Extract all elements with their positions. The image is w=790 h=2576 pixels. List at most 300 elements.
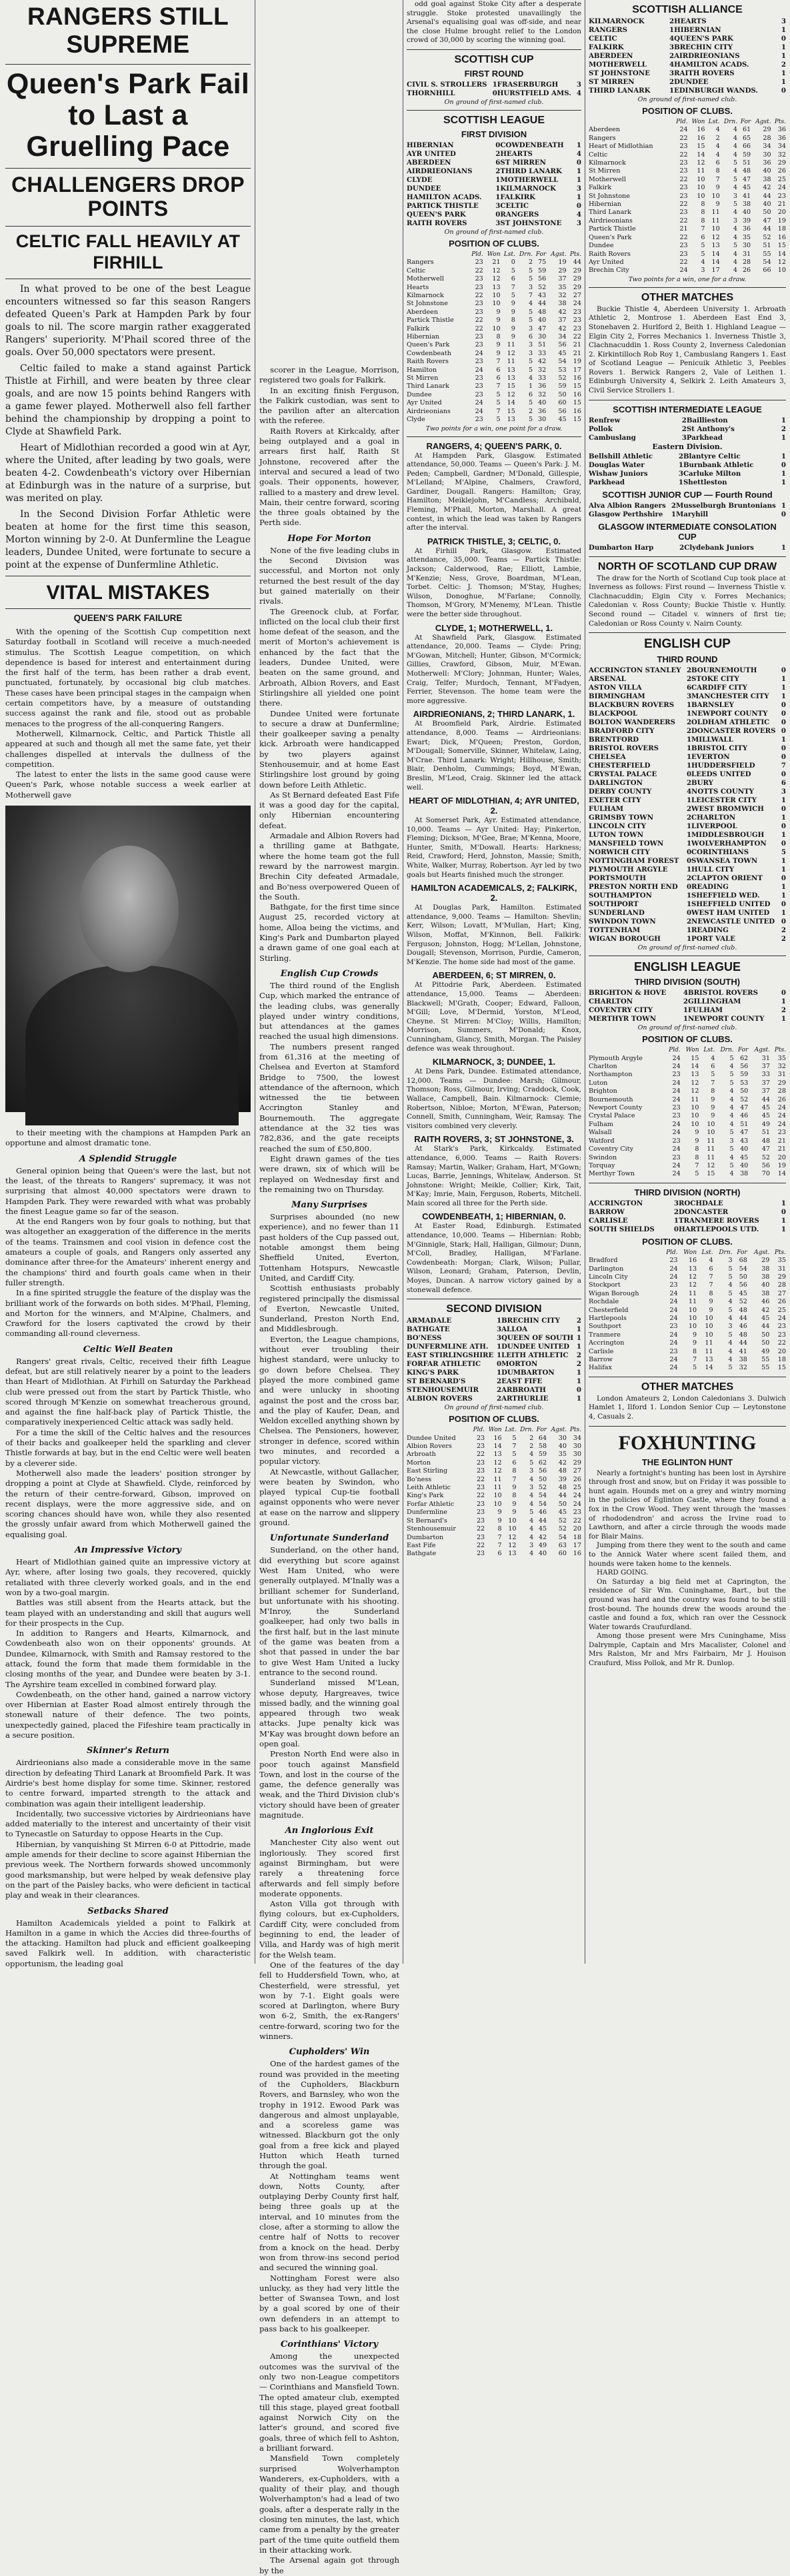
stat-cell: 15 [573,382,581,390]
subhead-skinners-return: Skinner's Return [86,1746,169,1756]
stat-cell: 6 [496,374,501,382]
club-name: Watford [589,1137,615,1145]
stat-cell: 36 [777,134,786,142]
paragraph: Manchester City also went out ingloriously. They scored first against Birmingham, but were rarely a threatening force afterwards and fell simply before moderate opponents. [259,1838,399,1898]
match-report [407,441,581,533]
score: 1 [781,796,786,805]
paragraph: The latest to enter the lists in the same good cause were Queen's Park, whose notable success a week earlier at Motherwell gave [5,770,251,800]
subhead-corinthians-victory: Corinthians' Victory [280,2339,379,2350]
score: 0 [781,822,786,831]
stat-cell: 47 [742,175,751,183]
stat-cell: 30 [742,242,751,250]
stat-cell: 23 [672,1153,681,1161]
stat-cell: 9 [511,308,515,316]
stat-cell: 23 [669,1281,678,1289]
paragraph: Surprises abounded (no new experience), and no fewer than 11 past holders of the Cup passed out, notable amongst them being Sheffield United, Everton, Tottenham Hotspurs, Newcastle United, and Cardiff City. [259,1212,399,1283]
stat-cell: 1 [529,382,533,390]
club-name: St Mirren [589,167,621,175]
match-report [407,623,581,706]
table-row [407,275,581,283]
paragraph: The Greenock club, at Forfar, inflicted on the local club their first home defeat of the season, and the merit of Morton's achievement is enhanced by the fact that the leaders, Dundee United, were beaten on the same ground, and Arbroath, Albion Rovers, and East Stirlingshire all yielded one point there. [259,606,399,708]
stat-cell: 22 [476,1451,485,1459]
result-row [589,1015,786,1023]
column-header: For [535,251,547,258]
stat-cell: 11 [711,209,720,217]
main-headline: RANGERS STILL SUPREME [27,3,229,58]
stat-cell: 5 [729,1079,734,1087]
column-header: Won [691,119,705,125]
club-name: St Johnstone [589,192,630,200]
team-name: DUNDEE UNITED [501,1343,570,1351]
stat-cell: 23 [476,1467,485,1475]
stat-cell: 5 [729,1071,734,1079]
result-row [407,141,581,150]
stat-cell: 10 [688,1323,697,1331]
club-name: Luton [589,1079,608,1087]
team-name: CELTIC [589,35,617,43]
score: 2 [686,675,692,684]
stat-cell: 44 [761,1323,770,1331]
stat-cell: 30 [538,333,547,341]
team-name: HULL CITY [691,866,735,874]
score: 2 [671,501,676,510]
column-header: Lst. [505,1427,517,1434]
club-name: Ayr United [407,399,442,407]
stat-cell: 12 [492,267,501,275]
club-name: Walsall [589,1129,612,1137]
paragraph: Nottingham Forest were also unlucky, as they had very little the better of Swansea Town, and lost by a goal scored by one of their own defenders in an attempt to pass back to his goalkeeper. [259,2273,399,2334]
match-report-heading: HEART OF MIDLOTHIAN, 4; AYR UNITED, 2. [409,796,579,816]
stat-cell: 37 [558,275,567,283]
table-row [589,1063,786,1071]
match-report-text: At Stark's Park, Kirkcaldy. Estimated attendance, 6,000. Teams — Raith Rovers: Ramsay; Martin, Walker; Graham, Hart, M'Gown; Lucas, Barrie, Jennings, Whitelaw, Anderson. St Johnstone: Wright; Meikle, Collier; Kirk, Tait, M'Kay; Imrie, Main, Ferguson, Roberts, Mitchell. Main scored all three for the Perth side. [407,1145,581,1207]
stat-cell: 3 [529,1467,534,1475]
paragraph: The draw for the North of Scotland Cup took place at Inverness as follows: First round — Inverness Thistle v. Clachnacuddin; Elgin City v. Forres Mechanics; Caledonian v. Ross County; Buckie Thistle v. Huntly. Second round — Citadel v. winners of first tie; Caledonian or Ross County v. Nairn County. [589,574,786,628]
team-name: QUEEN'S PARK [674,35,733,43]
stat-cell: 11 [507,358,515,366]
stat-cell: 31 [777,1071,786,1079]
column-header: Won [488,1427,502,1434]
table-row [407,366,581,374]
stat-cell: 46 [740,1112,749,1120]
club-name: Queen's Park [407,341,450,349]
stat-cell: 5 [512,1451,517,1459]
stat-cell: 11 [691,1095,699,1103]
paragraph: Jumping from there they went to the south and came to the Annick Water where scent failed them, and hounds were taken home to the kennels. [589,1541,786,1568]
stat-cell: 23 [475,259,483,267]
table-row [407,1476,581,1484]
team-name: KING'S PARK [407,1369,459,1377]
score: 1 [678,478,683,486]
stat-cell: 23 [679,242,688,250]
team-name: Clydebank Juniors [684,543,754,552]
heading-scottish-alliance: SCOTTISH ALLIANCE [632,4,743,15]
club-name: Third Lanark [407,382,449,390]
stat-cell: 4 [733,209,737,217]
stat-cell: 9 [709,1306,713,1314]
club-name: Forfar Athletic [407,1500,455,1508]
stat-cell: 15 [691,1054,699,1062]
stat-cell: 17 [711,267,720,275]
score: 1 [686,840,692,848]
stat-cell: 53 [740,1079,749,1087]
result-row [407,1369,581,1377]
stat-cell: 40 [763,167,771,175]
stat-cell: 32 [538,390,547,398]
score: 1 [781,452,786,460]
stat-cell: 42 [761,1306,770,1314]
team-name: NEWPORT COUNTY [691,710,768,718]
stat-cell: 6 [511,275,515,283]
stat-cell: 65 [742,134,751,142]
column-header [407,1426,470,1434]
stat-cell: 13 [508,1550,517,1558]
stat-cell: 9 [512,1509,517,1517]
table-row [589,143,786,151]
stat-cell: 8 [709,1289,713,1297]
paragraph: Bathgate, for the first time since August 25, recorded victory at home, Alloa being the victims, and King's Park and Dumbarton played a drawn game of one goal each at Stirling. [259,902,399,963]
stat-cell: 2 [529,1443,534,1451]
stat-cell: 4 [529,1475,534,1483]
team-name: NEWCASTLE UNITED [691,918,775,926]
stat-cell: 12 [688,1281,697,1289]
result-row [407,1377,581,1386]
stat-cell: 51 [538,341,547,349]
club-name: Hibernian [407,333,439,341]
stat-cell: 2 [529,1434,534,1442]
stat-cell: 8 [512,1492,517,1500]
stat-cell: 50 [558,1500,567,1508]
stat-cell: 54 [558,1533,567,1541]
column-header: Drn. [723,119,737,125]
stat-cell: 23 [679,250,688,258]
stat-cell: 44 [763,192,771,200]
stat-cell: 46 [538,1509,547,1517]
stat-cell: 44 [538,1517,547,1525]
club-name: Halifax [589,1364,612,1372]
stat-cell: 18 [777,1356,786,1363]
stat-cell: 4 [729,1112,734,1120]
team-name: GILLINGHAM [687,997,741,1006]
stat-cell: 10 [492,292,501,299]
score: 0 [686,848,692,857]
team-name: ABERDEEN [589,52,633,60]
stat-cell: 22 [573,1517,581,1525]
north-cup-text [589,574,786,629]
match-report [407,1211,581,1295]
article-body [5,1357,251,1540]
paragraph: odd goal against Stoke City after a desperate struggle. Stoke protested unavailingly the Arsenal's equalising goal was off-side, and near the close Hulme brought relief to the London crowd of 30,000 by scoring the winning goal. [407,0,581,45]
table-row [589,1112,786,1120]
result-row [589,770,786,779]
column-header: Pts. [569,1427,581,1434]
article-body [259,546,399,964]
stat-cell: 24 [672,1063,681,1071]
stat-cell: 62 [538,1459,547,1467]
stat-cell: 10 [705,1314,713,1322]
stat-cell: 4 [733,143,737,151]
team-name: Douglas Water [589,460,645,469]
stat-cell: 29 [761,1257,770,1265]
match-report-text: At Easter Road, Edinburgh. Estimated attendance, 10,000. Teams — Hibernian: Robb; M'Ginnigle, Stark; Hall, Halligan, Gilmour; Dunn, M'Coll, Bradley, Halligan, M'Farlane. Cowdenbeath: Morgan; Clark, Wilson; Pullar, Wilson, Leonard; Graham, Paterson, Devlin, Moyes, Duncan. A narrow victory gained by a stonewall defence. [407,1222,581,1294]
table-row [589,1290,786,1298]
stat-cell: 5 [729,1054,734,1062]
stat-cell: 5 [729,1129,734,1137]
paragraph: Heart of Midlothian gained quite an impressive victory at Ayr, where, after losing two goals, they recovered, quickly retaliated with three cleverly worked goals, and in the end won by a two-goal margin. [5,1557,251,1597]
score: 3 [681,433,687,442]
stat-cell: 22 [475,292,483,299]
team-name: FALKIRK [589,43,624,51]
team-name: NOTTINGHAM FOREST [589,857,679,866]
score: 4 [576,89,581,97]
stat-cell: 3 [529,1484,534,1492]
score: 1 [673,1216,679,1225]
stat-cell: 9 [511,324,515,332]
stat-cell: 43 [538,292,547,299]
stat-cell: 22 [476,1475,485,1483]
stat-cell: 7 [512,1443,517,1451]
paragraph: With the opening of the Scottish Cup competition next Saturday football in Scotland will receive a much-needed stimulus. The Scottish League competition, on which dependence is based for interest and entertainment during the first half of the term, has been rather a drab event, punctuated, fortunately, by occasional big club matches. These cases have been principal stages in the campaign when certain competitors have, by a measure of outstanding success against the rank and file, stood out as probable menaces to the progress of the all-conquering Rangers. [5,627,251,728]
team-name: MORTON [501,1360,538,1369]
table-row [589,201,786,209]
stat-cell: 22 [679,258,688,266]
club-name: Clyde [407,416,425,424]
score: 1 [576,1377,581,1386]
stat-cell: 10 [697,192,705,200]
team-name: DUNDEE [407,184,441,193]
team-name: HAMILTON ACADS. [407,193,482,201]
result-row [589,416,786,425]
stat-cell: 5 [529,267,533,275]
table-row [589,267,786,275]
stat-cell: 12 [691,1087,699,1095]
score: 4 [576,210,581,219]
result-row [407,1325,581,1334]
sub-headline: Queen's Park Fail to Last a Gruelling Pace [6,68,250,163]
stat-cell: 44 [739,1314,747,1322]
result-row [589,35,786,43]
stat-cell: 39 [742,217,751,225]
result-row [407,193,581,202]
stat-cell: 24 [679,126,688,134]
team-name: WEST HAM UNITED [691,909,770,918]
stat-cell: 6 [701,233,705,241]
score: 0 [686,909,692,918]
stat-cell: 8 [715,167,720,175]
stat-cell: 7 [693,1356,697,1363]
stat-cell: 10 [493,1492,502,1500]
stat-cell: 6 [715,159,720,167]
score: 2 [576,1360,581,1369]
results-table [407,1317,581,1403]
paragraph: Among the unexpected outcomes was the survival of the only two non-League competitors — Corinthians and Mansfield Town. The opted amateur club, exempted till this stage, played great football against Norwich City on the latter's ground, and scored five goals, three of which fell to Ashton, a brilliant forward. [259,2351,399,2453]
score: 2 [669,52,675,60]
score: 1 [781,1015,786,1023]
score: 0 [781,744,786,753]
stat-cell: 7 [701,225,705,233]
score: 1 [496,1351,502,1360]
stat-cell: 37 [761,1087,770,1095]
stat-cell: 52 [538,1484,547,1492]
result-row [589,822,786,831]
score: 4 [669,61,675,69]
score: 3 [686,692,692,701]
stat-cell: 4 [529,1500,534,1508]
result-row [589,61,786,69]
score: 2 [576,1351,581,1360]
stat-cell: 9 [496,349,501,357]
stat-cell: 7 [709,1281,713,1289]
score: 0 [496,1360,502,1369]
stat-cell: 21 [573,341,581,349]
stat-cell: 7 [497,1541,502,1549]
result-row [589,701,786,710]
stat-cell: 24 [573,300,581,308]
score: 0 [781,770,786,779]
club-name: Coventry City [589,1145,633,1153]
result-row [589,510,786,519]
stat-cell: 7 [496,407,501,415]
stat-cell: 23 [476,1434,485,1442]
league-table [407,251,581,424]
stat-cell: 5 [733,175,737,183]
stat-cell: 60 [558,1550,567,1558]
table-row [407,350,581,358]
stat-cell: 4 [529,1492,534,1500]
team-name: NOTTS COUNTY [691,788,754,796]
results-table [407,81,581,98]
score: 3 [669,69,675,77]
stat-cell: 14 [697,151,705,159]
stat-cell: 24 [777,184,786,192]
stat-cell: 29 [777,159,786,167]
stat-cell: 44 [538,300,547,308]
stat-cell: 34 [763,143,771,151]
stat-cell: 10 [711,225,720,233]
stat-cell: 14 [777,250,786,258]
score: 6 [781,779,786,788]
score: 1 [686,831,692,840]
stat-cell: 4 [733,258,737,266]
stat-cell: 33 [761,1071,770,1079]
club-name: Newport County [589,1104,643,1112]
team-name: Musselburgh Bruntonians [675,501,776,510]
stat-cell: 32 [538,366,547,374]
team-name: WEST BROMWICH [691,805,764,814]
result-row [589,926,786,935]
heading-other-matches: OTHER MATCHES [641,1381,734,1393]
stat-cell: 3 [733,217,737,225]
club-name: Swindon [589,1153,617,1161]
result-row [589,544,786,552]
stat-cell: 9 [695,1129,699,1137]
heading-scottish-cup: SCOTTISH CUP [454,53,534,65]
stat-cell: 25 [777,175,786,183]
team-name: PLYMOUTH ARGYLE [589,866,668,874]
score: 1 [686,701,692,710]
stat-cell: 6 [709,1265,713,1273]
stat-cell: 15 [507,382,515,390]
paragraph: In what proved to be one of the best League encounters witnessed so far this season Rangers defeated Queen's Park at Hampden Park by four goals to nil. The score margin rather exaggerated Rangers' superiority. M'Phail scored three of the goals. Over 50,000 spectators were present. [5,284,251,358]
stat-cell: 10 [697,175,705,183]
team-name: Carluke Milton [683,469,741,478]
heading-position-of-clubs: POSITION OF CLUBS. [642,1034,733,1045]
stat-cell: 10 [508,1517,517,1525]
stat-cell: 45 [739,1289,747,1297]
stat-cell: 10 [705,1331,713,1339]
stat-cell: 9 [715,184,720,192]
team-name: BRISTOL ROVERS [589,744,659,753]
stat-cell: 55 [761,1356,770,1363]
stat-cell: 24 [669,1273,678,1281]
stat-cell: 5 [733,242,737,250]
stat-cell: 36 [538,407,547,415]
paragraph: In the Second Division Forfar Athletic were beaten at home for the first time this season, Morton winning by 2-0. At Dunfermline the League leaders, Dundee United, were fortunate to secure a point at the expense of Dunfermline Athletic. [5,509,251,570]
team-name: FULHAM [589,805,624,814]
table-row [407,1459,581,1467]
team-name: BO'NESS [407,1334,442,1343]
score: 2 [669,78,675,86]
result-row [589,918,786,926]
team-name: BOLTON WANDERERS [589,718,675,727]
team-name: Maryhill [675,510,709,518]
score: 4 [669,35,675,43]
stat-cell: 19 [573,358,581,366]
stat-cell: 11 [705,1347,713,1355]
stat-cell: 5 [529,308,533,316]
article-body [259,981,399,1195]
ground-note: On ground of first-named club. [444,98,544,106]
table-row [589,259,786,267]
score: 1 [781,892,786,900]
result-row [589,935,786,944]
score: 0 [781,1207,786,1216]
club-name: Crystal Palace [589,1112,635,1120]
stat-cell: 30 [558,1434,567,1442]
paragraph: Celtic failed to make a stand against Partick Thistle at Firhill, and were beaten by three clear goals, and are now 15 points behind Rangers with a game fewer played. Motherwell also fell farther behind the championship by dropping a point to Clyde at Shawfield Park. [5,363,251,437]
result-row [407,219,581,228]
stat-cell: 24 [777,1314,786,1322]
stat-cell: 28 [763,134,771,142]
paragraph: to their meeting with the champions at Hampden Park an opportune and almost dramatic tone. [5,1128,251,1148]
score: 1 [669,87,675,95]
article-body [5,627,251,800]
score: 2 [686,718,692,727]
stat-cell: 38 [558,300,567,308]
team-name: WOLVERHAMPTON [691,840,767,848]
stat-cell: 32 [739,1364,747,1372]
team-name: Pollok [589,424,613,433]
score: 4 [683,989,688,997]
stat-cell: 6 [529,390,533,398]
heading-third-division-south: THIRD DIVISION (SOUTH) [634,977,741,987]
result-row [407,176,581,185]
result-row [589,753,786,762]
column-header: Agst. [754,1047,770,1054]
table-row [407,399,581,407]
stat-cell: 43 [740,1137,749,1145]
team-name: Shettleston [683,478,727,486]
heading-intermediate-league: SCOTTISH INTERMEDIATE LEAGUE [613,404,762,414]
stat-cell: 29 [573,275,581,283]
stat-cell: 12 [688,1273,697,1281]
match-reports [407,441,581,1295]
stat-cell: 5 [728,1364,733,1372]
stat-cell: 4 [529,300,533,308]
stat-cell: 4 [733,126,737,134]
team-name: AYR UNITED [407,149,456,158]
table-row [589,159,786,167]
